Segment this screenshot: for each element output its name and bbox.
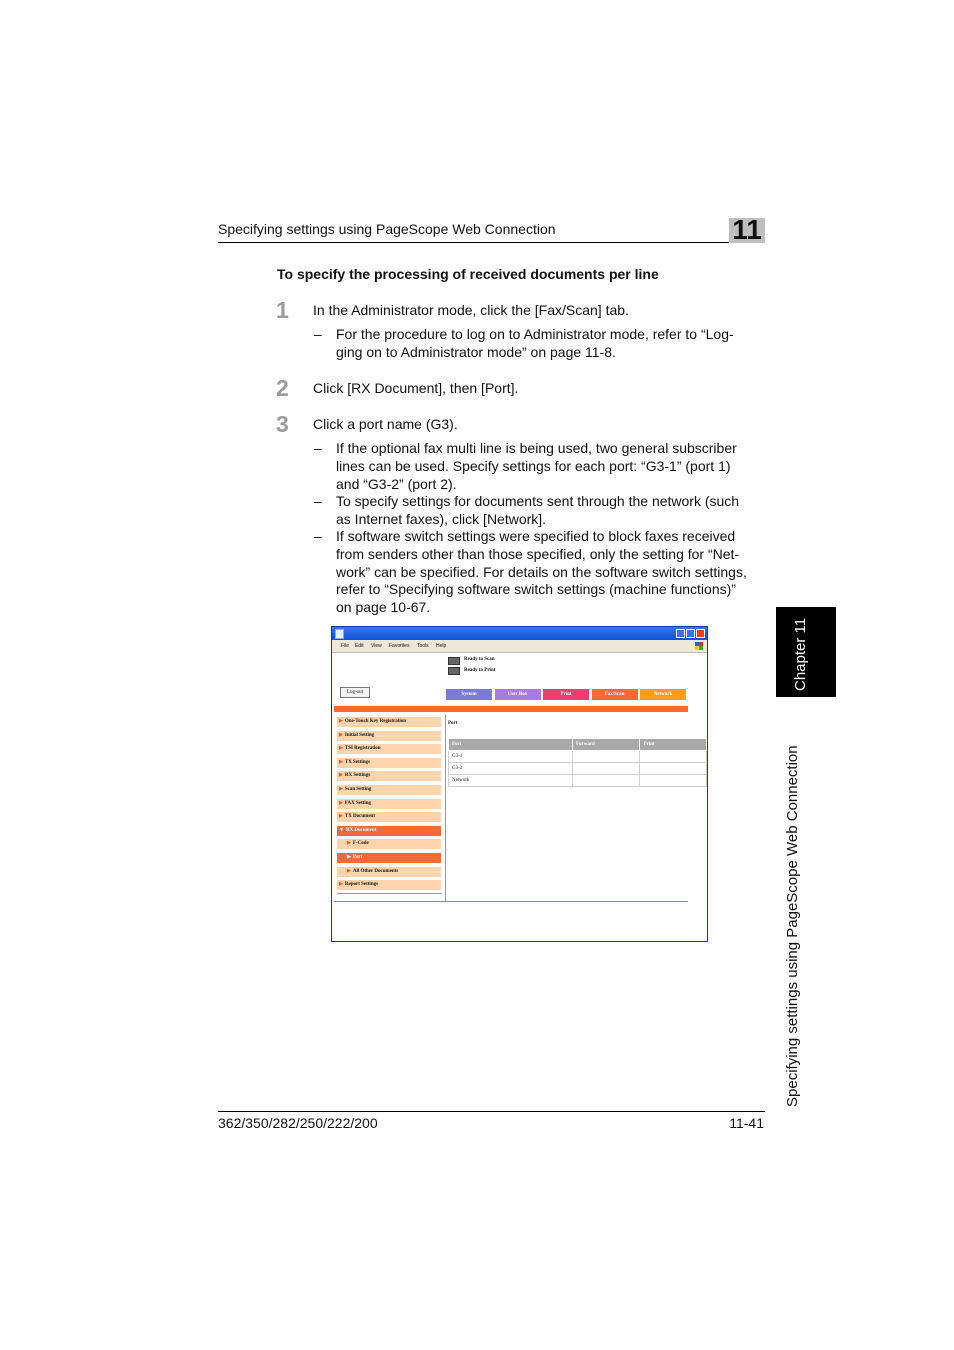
browser-screenshot — [331, 626, 708, 942]
bullet-line: and “G3-2” (port 2). — [336, 475, 457, 492]
menu-arrow-icon: ▶ — [339, 759, 343, 765]
left-menu-item[interactable] — [337, 880, 441, 890]
step-text: Click [RX Document], then [Port]. — [313, 380, 519, 396]
table-cell — [640, 775, 707, 787]
left-menu-item[interactable] — [337, 717, 441, 727]
step-text: Click a port name (G3). — [313, 416, 458, 432]
left-menu-label: RX Document — [345, 827, 377, 833]
tab-fax-scan[interactable]: Fax/Scan — [592, 689, 638, 700]
menu-view[interactable]: View — [371, 643, 382, 649]
table-cell — [572, 751, 640, 763]
menu-arrow-icon: ▶ — [347, 841, 351, 847]
menu-arrow-icon: ▶ — [347, 855, 351, 860]
left-menu-item[interactable] — [337, 785, 441, 795]
menu-arrow-icon: ▶ — [339, 787, 343, 792]
status-print: Ready to Print — [464, 668, 496, 673]
left-menu-item[interactable] — [337, 853, 441, 863]
chapter-side-tab — [776, 607, 836, 697]
menu-arrow-icon: ▶ — [347, 868, 351, 874]
menu-favorites[interactable]: Favorites — [389, 643, 410, 649]
browser-icon — [335, 629, 344, 639]
menu-arrow-icon: ▶ — [339, 746, 343, 752]
bullet-dash: – — [314, 528, 322, 544]
step-text: In the Administrator mode, click the [Fax/Scan] tab. — [313, 302, 629, 318]
port-table — [448, 738, 707, 787]
table-cell — [640, 763, 707, 775]
left-menu-item[interactable] — [337, 826, 441, 836]
table-header-print: Print — [640, 739, 707, 751]
port-name-link[interactable]: Network — [449, 775, 573, 787]
bullet-line: work” can be specified. For details on the software switch settings, — [336, 563, 747, 580]
chapter-number: 11 — [732, 214, 762, 245]
menu-arrow-icon: ▶ — [339, 814, 343, 820]
minimize-icon[interactable] — [676, 629, 685, 638]
bullet-line: lines can be used. Specify settings for each port: “G3-1” (port 1) — [336, 457, 731, 474]
footer-models: 362/350/282/250/222/200 — [218, 1115, 378, 1131]
step-number: 2 — [276, 375, 289, 401]
footer-rule — [218, 1111, 765, 1112]
left-menu-rule — [337, 893, 441, 894]
bullet-dash: – — [314, 326, 322, 342]
bullet-line: from senders other than those specified, only the setting for “Net- — [336, 545, 740, 562]
printer-icon — [448, 667, 460, 675]
left-menu-label: TX Settings — [344, 759, 371, 765]
bullet-line: refer to “Specifying software switch settings (machine functions)” — [336, 581, 736, 598]
bullet-line: If the optional fax multi line is being used, two general subscriber — [336, 440, 737, 456]
left-menu-label: FAX Setting — [344, 800, 372, 806]
table-header-forward: Forward — [572, 739, 640, 751]
left-menu-label: One-Touch Key Registration — [344, 719, 407, 724]
left-menu-label: All Other Documents — [352, 868, 399, 874]
table-row — [449, 775, 707, 787]
left-menu-item[interactable] — [337, 799, 441, 809]
tab-print[interactable]: Print — [543, 689, 589, 700]
table-row — [449, 751, 707, 763]
tab-user-box[interactable]: User Box — [495, 689, 541, 700]
menu-file[interactable]: File — [341, 643, 350, 649]
scanner-icon — [448, 657, 460, 665]
window-titlebar — [332, 627, 707, 640]
left-menu-label: RX Settings — [344, 773, 371, 779]
menu-help[interactable]: Help — [436, 643, 447, 649]
menu-arrow-icon: ▶ — [339, 773, 343, 779]
running-header-title: Specifying settings using PageScope Web Connection — [218, 221, 556, 237]
table-row — [449, 763, 707, 775]
tab-system[interactable]: System — [446, 689, 492, 700]
bullet-line: on page 10-67. — [336, 599, 431, 616]
left-menu-label: Scan Setting — [344, 787, 372, 792]
port-name-link[interactable]: G3-1 — [449, 751, 573, 763]
header-orange-bar — [334, 706, 688, 712]
close-icon[interactable] — [696, 629, 705, 638]
section-title: To specify the processing of received documents per line — [277, 266, 659, 282]
menu-tools[interactable]: Tools — [417, 643, 429, 649]
menu-arrow-icon: ▶ — [339, 882, 343, 888]
menu-arrow-icon: ▶ — [339, 732, 343, 738]
table-cell — [572, 775, 640, 787]
table-header-port: Port — [449, 739, 573, 751]
left-menu-label: TX Document — [344, 814, 375, 820]
menu-edit[interactable]: Edit — [355, 643, 364, 649]
step-number: 1 — [276, 297, 289, 323]
bullet-line: To specify settings for documents sent through the network (such — [336, 493, 740, 509]
left-menu-item[interactable] — [337, 758, 441, 768]
bullet-dash: – — [314, 440, 322, 456]
bullet-dash: – — [314, 493, 322, 509]
table-cell — [572, 763, 640, 775]
bullet-line: ging on to Administrator mode” on page 11-8. — [336, 343, 616, 360]
table-cell — [640, 751, 707, 763]
bullet-line: as Internet faxes), click [Network]. — [336, 510, 547, 527]
bullet-line: For the procedure to log on to Administrator mode, refer to “Log- — [336, 326, 734, 342]
header-rule — [218, 242, 765, 243]
left-menu-label: Port — [352, 855, 363, 860]
side-running-text: Specifying settings using PageScope Web Connection — [784, 745, 801, 1107]
content-bottom-rule — [334, 901, 688, 902]
menu-arrow-icon: ▶ — [339, 800, 343, 806]
browser-menubar — [332, 640, 707, 653]
left-menu-item[interactable] — [337, 839, 441, 849]
port-name-link[interactable]: G3-2 — [449, 763, 573, 775]
windows-logo-icon — [695, 642, 703, 650]
logout-button[interactable]: Log-out — [340, 687, 370, 698]
left-menu-item[interactable] — [337, 744, 441, 754]
bullet-line: If software switch settings were specified to block faxes received — [336, 528, 736, 544]
left-menu-label: TSI Registration — [344, 746, 381, 752]
status-scan: Ready to Scan — [464, 657, 495, 662]
left-menu-item[interactable] — [337, 867, 441, 877]
left-menu-label: F-Code — [352, 841, 369, 847]
left-menu-label: Report Settings — [344, 882, 379, 888]
left-menu-item[interactable] — [337, 771, 441, 781]
left-menu-item[interactable] — [337, 731, 441, 741]
pane-separator — [445, 715, 446, 901]
menu-arrow-icon: ▶ — [339, 719, 343, 724]
left-menu-label: Initial Setting — [344, 732, 375, 738]
content-title: Port — [448, 721, 458, 726]
footer-page-number: 11-41 — [729, 1115, 764, 1131]
left-menu-item[interactable] — [337, 812, 441, 822]
chapter-side-tab-label: Chapter 11 — [792, 617, 809, 691]
maximize-icon[interactable] — [686, 629, 695, 638]
menu-arrow-icon: ▼ — [339, 827, 344, 833]
step-number: 3 — [276, 411, 289, 437]
tab-network[interactable]: Network — [640, 689, 686, 700]
